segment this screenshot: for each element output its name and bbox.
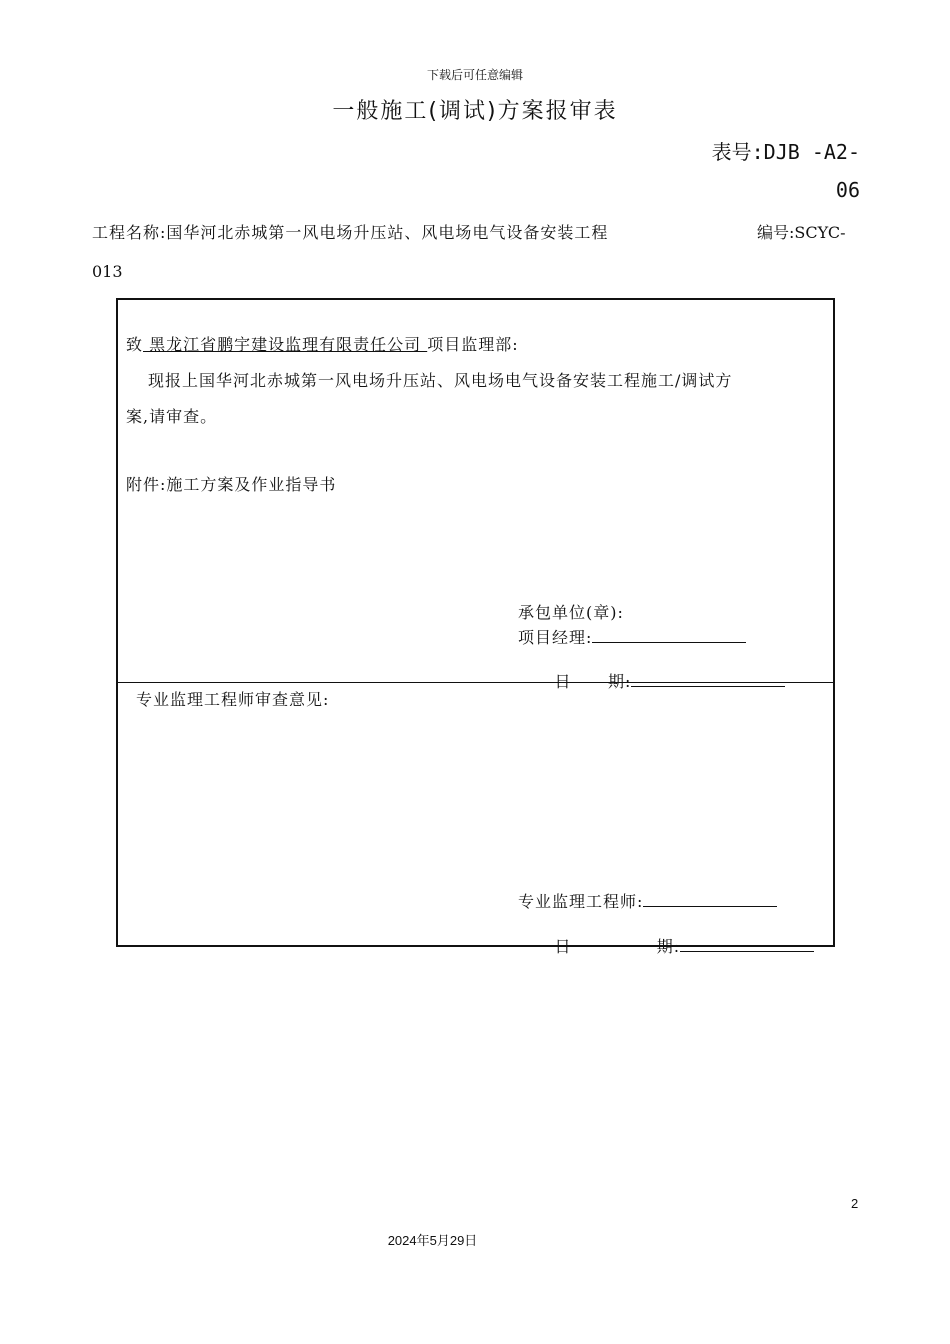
serial-number-cont: 013 xyxy=(92,262,123,281)
engineer-label: 专业监理工程师: xyxy=(518,892,644,911)
header-note: 下载后可任意编辑 xyxy=(426,68,523,82)
page-number: 2 xyxy=(851,1196,859,1211)
supervision-company: 黑龙江省鹏宇建设监理有限责任公司 xyxy=(143,335,428,354)
submission-section xyxy=(118,300,833,691)
submission-date-label: 日 期: xyxy=(554,672,632,691)
engineer-signature-field[interactable] xyxy=(643,892,777,907)
form-number: 表号:DJB -A2- xyxy=(711,140,860,164)
project-manager-signature-field[interactable] xyxy=(592,628,746,643)
serial-number: 编号:SCYC- xyxy=(757,223,846,242)
submission-body-line1: 现报上国华河北赤城第一风电场升压站、风电场电气设备安装工程施工/调试方 xyxy=(148,371,733,390)
attachment-line: 附件:施工方案及作业指导书 xyxy=(126,475,337,494)
addressee-suffix: 项目监理部: xyxy=(427,335,519,354)
review-opinion-label: 专业监理工程师审查意见: xyxy=(136,690,330,709)
engineer-line xyxy=(518,889,777,912)
page-title: 一般施工(调试)方案报审表 xyxy=(332,99,618,124)
project-name: 工程名称:国华河北赤城第一风电场升压站、风电场电气设备安装工程 xyxy=(92,223,609,242)
review-date-label: 日 期: xyxy=(554,937,681,956)
contractor-seal-label: 承包单位(章): xyxy=(518,603,624,622)
project-manager-line xyxy=(518,625,746,648)
addressee-prefix: 致 xyxy=(126,335,144,354)
review-opinion-section xyxy=(118,683,833,956)
addressee-line xyxy=(126,332,519,355)
project-manager-label: 项目经理: xyxy=(518,628,593,647)
form-number-cont: 06 xyxy=(835,178,860,202)
review-form xyxy=(116,298,835,956)
footer-date: 2024年5月29日 xyxy=(387,1233,478,1248)
review-date-line xyxy=(518,915,814,976)
review-date-field[interactable] xyxy=(680,937,814,952)
submission-body-line2: 案,请审查。 xyxy=(126,407,218,426)
